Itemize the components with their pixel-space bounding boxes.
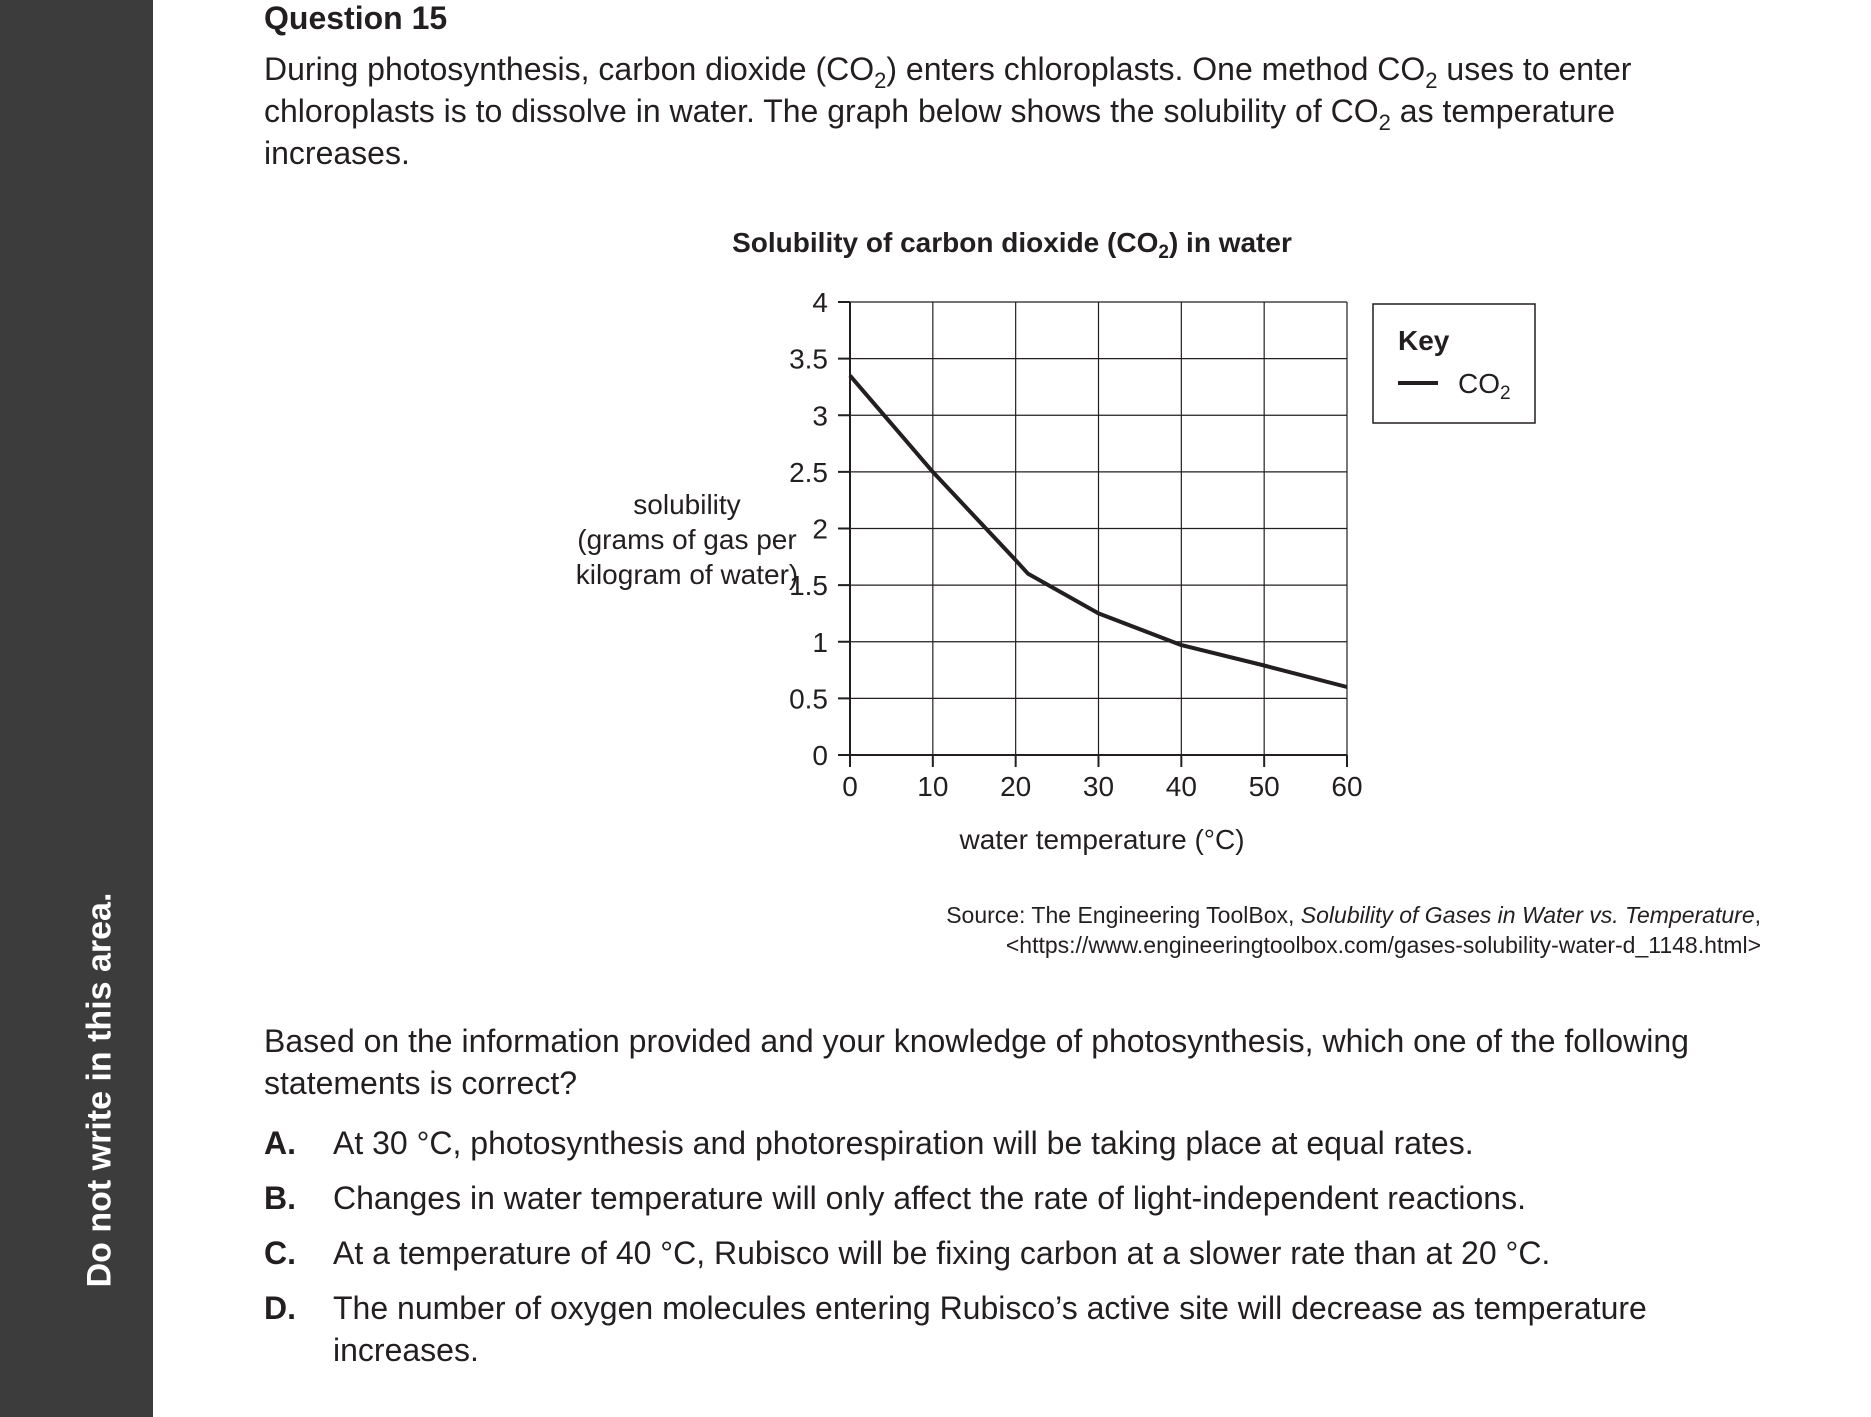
option-letter: A. [264, 1125, 296, 1161]
x-tick-label: 50 [1248, 771, 1280, 802]
y-tick-label: 3 [812, 400, 828, 432]
subscript: 2 [1378, 110, 1391, 135]
legend-box [1373, 304, 1535, 423]
option-letter: D. [264, 1290, 296, 1326]
question-stem-line-1: During photosynthesis, carbon dioxide $(CO_2)$ enters chloroplasts. One method $CO_2$ uses to enter [264, 51, 1632, 93]
option-text: At a temperature of 40 °C, Rubisco will be fixing carbon at a slower rate than at 20 °C. [333, 1235, 1551, 1271]
x-tick-label: 40 [1165, 771, 1197, 802]
x-tick-label: 10 [917, 771, 949, 802]
chart-grid [850, 302, 1347, 755]
x-tick-label: 60 [1331, 771, 1363, 802]
option-text: At 30 °C, photosynthesis and photorespiration will be taking place at equal rates. [333, 1125, 1474, 1161]
y-axis-label-line-2: (grams of gas per [577, 524, 797, 555]
x-tick-label: 20 [1000, 771, 1032, 802]
legend-title: Key [1398, 325, 1450, 356]
option-letter: B. [264, 1180, 296, 1216]
question-prompt: Based on the information provided and your knowledge of photosynthesis, which one of the following statements is correct? [264, 1023, 1689, 1101]
y-tick-label: 1 [812, 626, 828, 658]
y-tick-label: 0 [812, 740, 828, 771]
option-text: The number of oxygen molecules entering Rubisco’s active site will decrease as temperature [333, 1290, 1647, 1326]
source-citation [946, 900, 1761, 960]
x-tick-label: 30 [1082, 771, 1115, 802]
y-tick-label: 2.5 [789, 456, 828, 488]
question-stem-line-3: increases. [264, 135, 410, 171]
x-tick-label: 0 [842, 771, 858, 802]
y-tick-label: 4 [812, 287, 828, 318]
option-text: Changes in water temperature will only affect the rate of light-independent reactions. [333, 1180, 1526, 1216]
legend-entry-co2: $CO_2$ [1458, 368, 1511, 404]
margin-warning-text: Do not write in this area. [80, 892, 119, 1288]
y-tick-label: 0.5 [789, 683, 828, 715]
option-letter: C. [264, 1235, 296, 1271]
y-tick-label: 2 [812, 513, 828, 545]
y-tick-label: 3.5 [789, 343, 828, 375]
chart-title: Solubility of carbon dioxide $(CO_2)$ in water [732, 227, 1292, 263]
y-axis-label-line-1: solubility [633, 489, 741, 520]
y-tick-label: 1.5 [789, 570, 828, 602]
question-title: Question 15 [264, 0, 448, 36]
option-text-cont: increases. [333, 1332, 479, 1368]
x-axis-label: water temperature (°C) [959, 824, 1245, 855]
y-axis-label-line-3: kilogram of water) [575, 559, 799, 590]
chart-ticks [789, 287, 1363, 802]
source-line-1: Source: The Engineering ToolBox, Solubility of Gases in Water vs. Temperature, [946, 902, 1761, 928]
subscript: 2 [874, 68, 887, 93]
subscript: 2 [1425, 68, 1438, 93]
question-stem-line-2: chloroplasts is to dissolve in water. The graph below shows the solubility of $CO_2$ as temperature [264, 93, 1615, 135]
source-url: <https://www.engineeringtoolbox.com/gases-solubility-water-d_1148.html> [1005, 932, 1761, 958]
